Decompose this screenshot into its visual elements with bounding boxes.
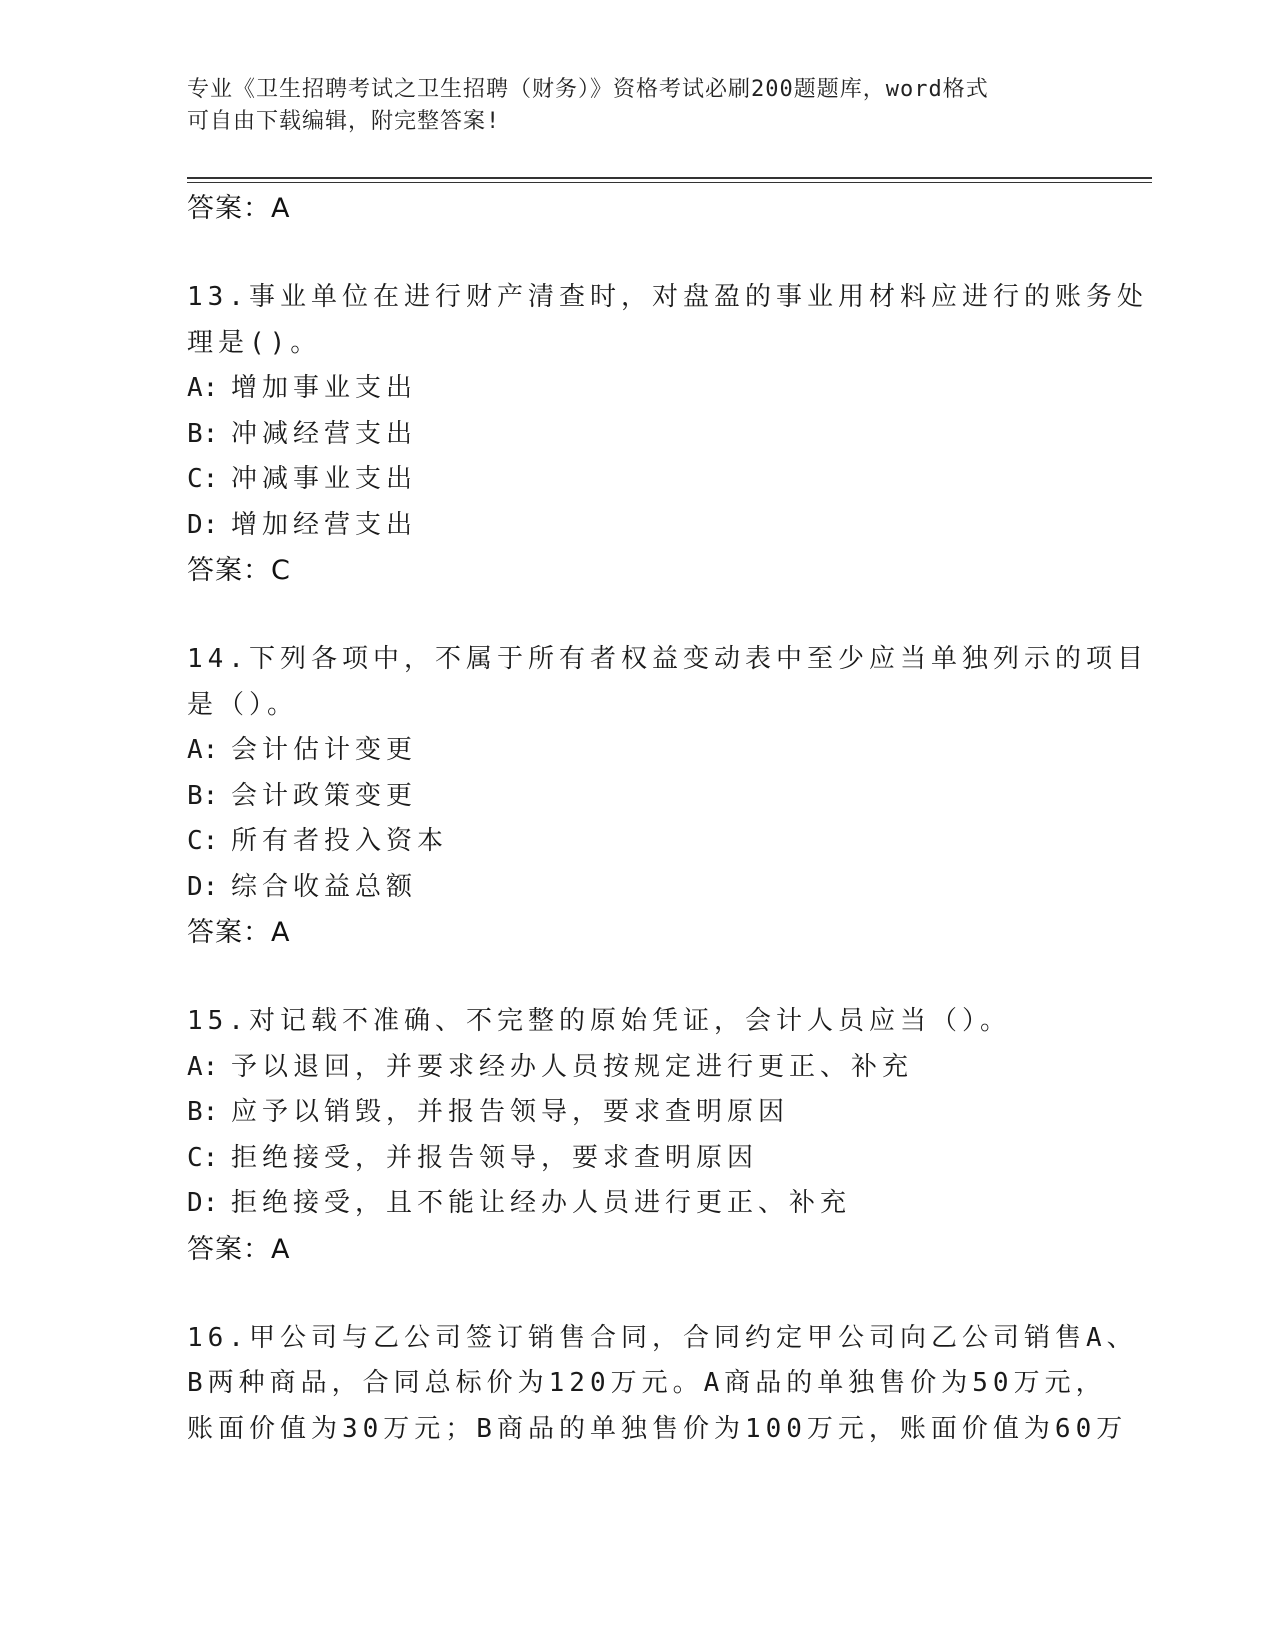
option-key: A:	[187, 1051, 219, 1082]
question-text: 13.事业单位在进行财产清查时，对盘盈的事业用材料应进行的账务处	[187, 282, 1148, 312]
question-item	[187, 1316, 1138, 1453]
spacer	[187, 232, 1087, 275]
question-list	[187, 186, 1148, 1452]
option-key: C:	[187, 826, 219, 856]
spacer	[187, 594, 1087, 637]
option-b	[187, 412, 1087, 458]
question-item	[187, 999, 1087, 1273]
option-d	[187, 865, 1087, 911]
answer-line: 答案：A	[187, 1233, 291, 1265]
option-c	[187, 457, 1087, 503]
option-key: A:	[187, 735, 219, 765]
header-rule-thin	[187, 182, 1152, 183]
option-c	[187, 1136, 1087, 1182]
option-text: 会计估计变更	[231, 735, 418, 765]
option-key: B:	[187, 418, 219, 449]
option-text: 增加经营支出	[231, 509, 418, 540]
option-text: 冲减经营支出	[231, 418, 418, 449]
spacer	[187, 956, 1087, 999]
header-line-1: 专业《卫生招聘考试之卫生招聘（财务）》资格考试必刷200题题库，word格式	[187, 77, 989, 102]
question-text: 14.下列各项中，不属于所有者权益变动表中至少应当单独列示的项目	[187, 644, 1148, 674]
question-text: 理是()。	[187, 327, 322, 358]
option-a	[187, 728, 1087, 774]
option-c	[187, 819, 1087, 865]
option-text: 增加事业支出	[231, 373, 418, 403]
answer-line: 答案：A	[187, 193, 291, 224]
answer-line: 答案：A	[187, 917, 291, 948]
option-key: D:	[187, 1188, 219, 1218]
question-text: 15.对记载不准确、不完整的原始凭证，会计人员应当（）。	[187, 1006, 1011, 1036]
option-b	[187, 1090, 1087, 1136]
option-text: 所有者投入资本	[231, 826, 449, 856]
option-key: D:	[187, 509, 219, 540]
option-b	[187, 774, 1087, 820]
option-key: B:	[187, 780, 219, 811]
question-item	[187, 637, 1148, 956]
question-text: 16.甲公司与乙公司签订销售合同，合同约定甲公司向乙公司销售A、	[187, 1322, 1138, 1353]
question-item	[187, 275, 1148, 594]
option-key: A:	[187, 373, 219, 403]
option-text: 会计政策变更	[231, 780, 418, 811]
question-text: 账面价值为30万元；B商品的单独售价为100万元，账面价值为60万	[187, 1413, 1128, 1444]
option-key: C:	[187, 464, 219, 494]
header-rule-thick	[187, 177, 1152, 179]
answer-line: 答案：C	[187, 555, 291, 586]
option-d	[187, 1181, 1087, 1227]
option-text: 综合收益总额	[231, 871, 418, 902]
option-text: 拒绝接受，且不能让经办人员进行更正、补充	[231, 1188, 852, 1218]
option-key: B:	[187, 1097, 219, 1127]
page-header	[187, 74, 1067, 138]
option-text: 予以退回，并要求经办人员按规定进行更正、补充	[231, 1051, 914, 1082]
option-key: C:	[187, 1142, 219, 1173]
option-text: 拒绝接受，并报告领导，要求查明原因	[231, 1142, 759, 1173]
option-a	[187, 366, 1087, 412]
option-a	[187, 1045, 1087, 1091]
option-key: D:	[187, 871, 219, 902]
question-text: B两种商品，合同总标价为120万元。A商品的单独售价为50万元，	[187, 1368, 1107, 1398]
option-text: 冲减事业支出	[231, 464, 418, 494]
spacer	[187, 1273, 1087, 1316]
option-d	[187, 503, 1087, 549]
option-text: 应予以销毁，并报告领导，要求查明原因	[231, 1097, 790, 1127]
header-line-2: 可自由下载编辑，附完整答案!	[187, 109, 501, 134]
question-text: 是（）。	[187, 689, 299, 720]
